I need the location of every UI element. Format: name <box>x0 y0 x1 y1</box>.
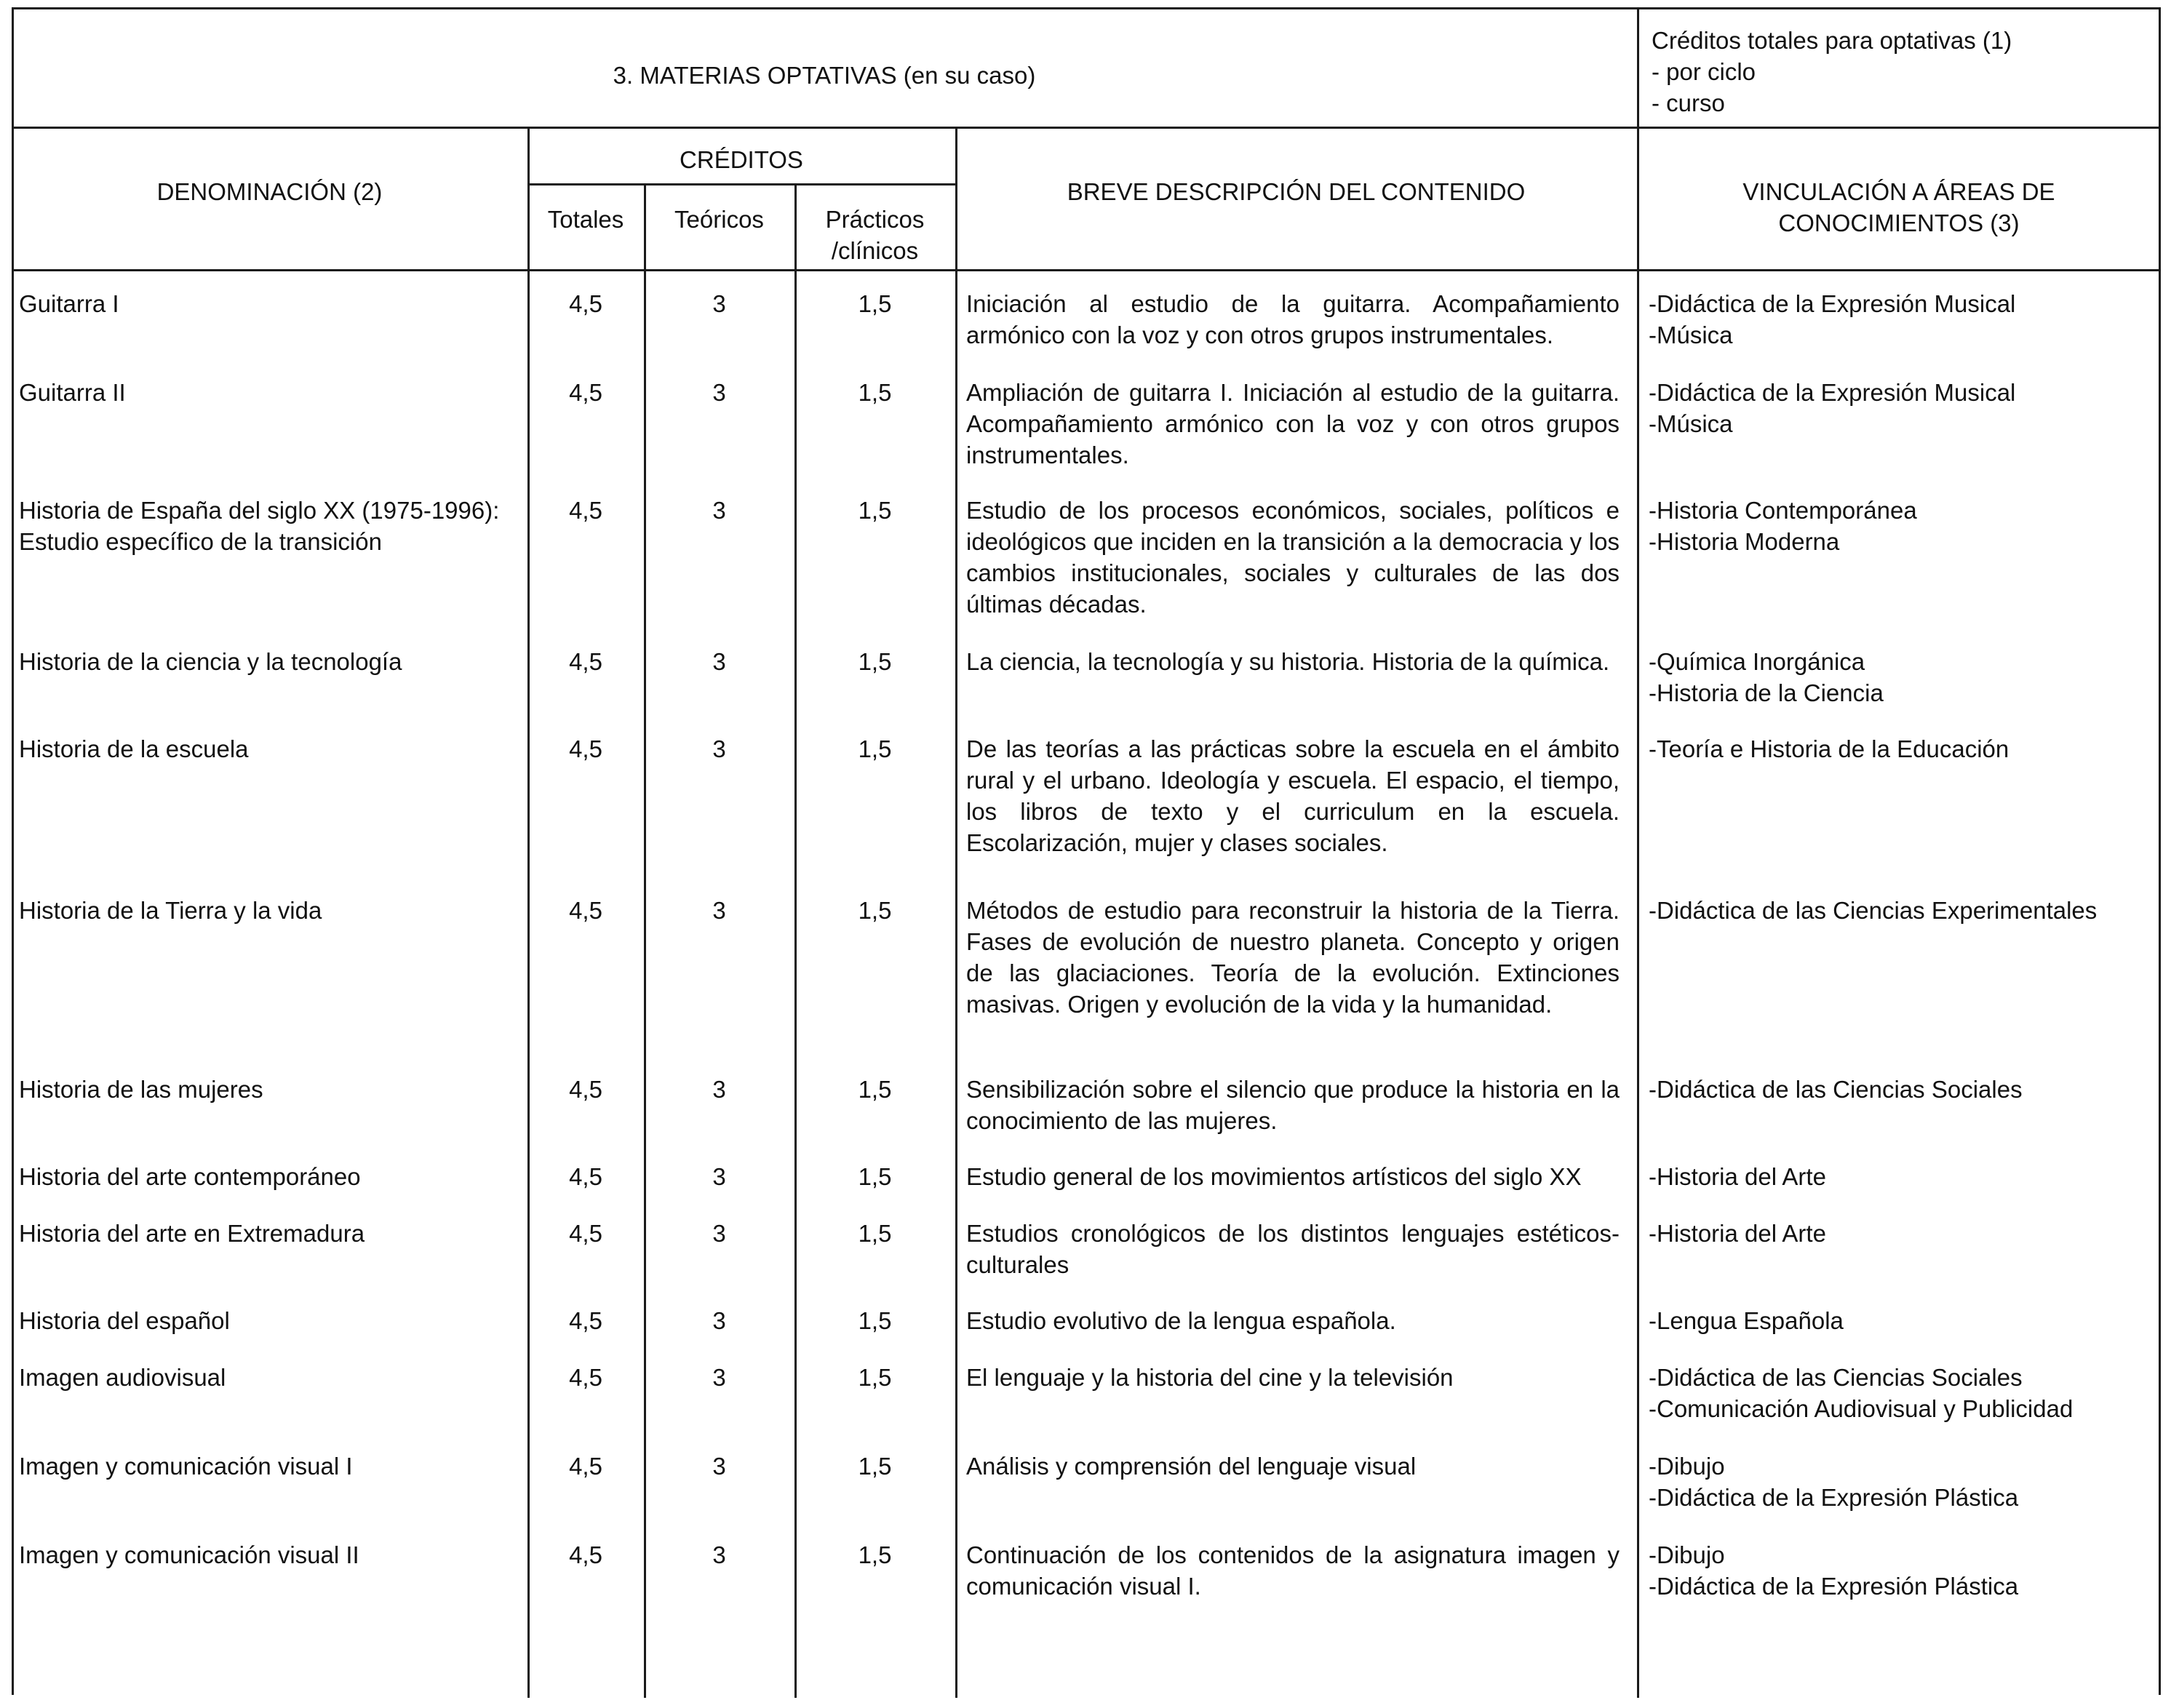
row-totales: 4,5 <box>569 497 602 524</box>
row-area: -Didáctica de las Ciencias Sociales <box>1649 1076 2023 1103</box>
row-descripcion: Sensibilización sobre el silencio que produce la historia en la conocimiento de las mujeres. <box>966 1076 1620 1134</box>
row-teoricos: 3 <box>712 497 726 524</box>
col-header-practicos-line-1: Prácticos <box>825 206 925 233</box>
row-area: -Historia del Arte <box>1649 1220 1826 1247</box>
row-practicos: 1,5 <box>858 1453 892 1480</box>
row-area: -Didáctica de la Expresión Plástica <box>1649 1573 2019 1600</box>
row-descripcion: Estudio evolutivo de la lengua española. <box>966 1307 1396 1334</box>
row-area: -Lengua Española <box>1649 1307 1844 1334</box>
section-title: 3. MATERIAS OPTATIVAS (en su caso) <box>613 62 1036 89</box>
row-descripcion: El lenguaje y la historia del cine y la televisión <box>966 1364 1454 1391</box>
row-practicos: 1,5 <box>858 497 892 524</box>
row-descripcion: Iniciación al estudio de la guitarra. Acompañamiento armónico con la voz y con otros grupos instrumentales. <box>966 290 1620 348</box>
row-totales: 4,5 <box>569 735 602 762</box>
row-teoricos: 3 <box>712 648 726 675</box>
row-teoricos: 3 <box>712 1076 726 1103</box>
row-name: Historia del arte en Extremadura <box>19 1220 365 1247</box>
row-totales: 4,5 <box>569 290 602 317</box>
column-rule-practicos <box>955 127 957 1698</box>
row-teoricos: 3 <box>712 1220 726 1247</box>
row-descripcion: Continuación de los contenidos de la asignatura imagen y comunicación visual I. <box>966 1541 1620 1600</box>
row-area: -Música <box>1649 322 1733 348</box>
row-area: -Dibujo <box>1649 1453 1725 1480</box>
row-descripcion: La ciencia, la tecnología y su historia. Historia de la química. <box>966 648 1610 675</box>
row-name: Historia de la ciencia y la tecnología <box>19 648 402 675</box>
row-area: -Didáctica de las Ciencias Sociales <box>1649 1364 2023 1391</box>
row-totales: 4,5 <box>569 897 602 924</box>
row-name: Historia de la Tierra y la vida <box>19 897 322 924</box>
row-practicos: 1,5 <box>858 897 892 924</box>
row-teoricos: 3 <box>712 1453 726 1480</box>
row-teoricos: 3 <box>712 290 726 317</box>
col-header-creditos: CRÉDITOS <box>680 146 803 173</box>
row-totales: 4,5 <box>569 1220 602 1247</box>
row-descripcion: Análisis y comprensión del lenguaje visual <box>966 1453 1417 1480</box>
row-area: -Química Inorgánica <box>1649 648 1865 675</box>
column-header-divider <box>12 269 2161 271</box>
row-totales: 4,5 <box>569 379 602 406</box>
row-practicos: 1,5 <box>858 379 892 406</box>
col-header-practicos-line-2: /clínicos <box>831 237 919 264</box>
row-area: -Teoría e Historia de la Educación <box>1649 735 2009 762</box>
row-teoricos: 3 <box>712 1307 726 1334</box>
credits-box-line-3: - curso <box>1652 89 1725 116</box>
row-name: Historia de España del siglo XX (1975-1996): Estudio específico de la transición <box>19 497 500 555</box>
row-practicos: 1,5 <box>858 1364 892 1391</box>
row-area: -Didáctica de la Expresión Musical <box>1649 379 2016 406</box>
row-descripcion: Ampliación de guitarra I. Iniciación al estudio de la guitarra. Acompañamiento armónico con la voz y con otros grupos instrumentales. <box>966 379 1620 468</box>
row-totales: 4,5 <box>569 1076 602 1103</box>
row-descripcion: Estudio de los procesos económicos, sociales, políticos e ideológicos que inciden en la transición a la democracia y los cambios institucionales, sociales y culturales de las dos últimas décadas. <box>966 497 1620 618</box>
row-area: -Comunicación Audiovisual y Publicidad <box>1649 1395 2074 1422</box>
row-practicos: 1,5 <box>858 1220 892 1247</box>
row-teoricos: 3 <box>712 735 726 762</box>
row-name: Historia del arte contemporáneo <box>19 1163 361 1190</box>
col-header-denominacion: DENOMINACIÓN (2) <box>156 178 383 205</box>
row-practicos: 1,5 <box>858 1307 892 1334</box>
row-descripcion: Estudios cronológicos de los distintos lenguajes estéticos-culturales <box>966 1220 1620 1278</box>
row-area: -Música <box>1649 410 1733 437</box>
row-practicos: 1,5 <box>858 290 892 317</box>
row-area: -Historia Contemporánea <box>1649 497 1917 524</box>
col-header-vinculacion-line-2: CONOCIMIENTOS (3) <box>1778 209 2020 236</box>
row-totales: 4,5 <box>569 1453 602 1480</box>
row-area: -Didáctica de las Ciencias Experimentales <box>1649 897 2098 924</box>
header-divider <box>12 127 2161 129</box>
row-descripcion: Métodos de estudio para reconstruir la historia de la Tierra. Fases de evolución de nuestro planeta. Concepto y origen de las glaciaciones. Teoría de la evolución. Extinciones masivas. Origen y evolución de la vida y la humanidad. <box>966 897 1620 1018</box>
row-name: Imagen y comunicación visual II <box>19 1541 359 1568</box>
col-header-totales: Totales <box>547 206 624 233</box>
creditos-divider <box>527 183 957 185</box>
row-area: -Didáctica de la Expresión Musical <box>1649 290 2016 317</box>
row-name: Imagen y comunicación visual I <box>19 1453 353 1480</box>
row-totales: 4,5 <box>569 1163 602 1190</box>
row-area: -Historia Moderna <box>1649 528 1840 555</box>
row-totales: 4,5 <box>569 1307 602 1334</box>
row-practicos: 1,5 <box>858 1163 892 1190</box>
row-teoricos: 3 <box>712 897 726 924</box>
row-name: Historia de la escuela <box>19 735 249 762</box>
credits-box-line-1: Créditos totales para optativas (1) <box>1652 27 2012 54</box>
row-practicos: 1,5 <box>858 1076 892 1103</box>
col-header-vinculacion-line-1: VINCULACIÓN A ÁREAS DE <box>1742 178 2055 205</box>
row-descripcion: De las teorías a las prácticas sobre la escuela en el ámbito rural y el urbano. Ideología y escuela. El espacio, el tiempo, los libros de texto y el curriculum en la escuela. Escolarización, mujer y clases sociales. <box>966 735 1620 856</box>
row-teoricos: 3 <box>712 1364 726 1391</box>
row-name: Historia del español <box>19 1307 230 1334</box>
row-teoricos: 3 <box>712 1541 726 1568</box>
row-totales: 4,5 <box>569 648 602 675</box>
row-name: Guitarra I <box>19 290 119 317</box>
row-descripcion: Estudio general de los movimientos artísticos del siglo XX <box>966 1163 1582 1190</box>
row-name: Imagen audiovisual <box>19 1364 226 1391</box>
col-header-descripcion: BREVE DESCRIPCIÓN DEL CONTENIDO <box>1067 178 1526 205</box>
row-teoricos: 3 <box>712 1163 726 1190</box>
row-totales: 4,5 <box>569 1541 602 1568</box>
row-teoricos: 3 <box>712 379 726 406</box>
row-practicos: 1,5 <box>858 1541 892 1568</box>
row-area: -Historia del Arte <box>1649 1163 1826 1190</box>
row-name: Historia de las mujeres <box>19 1076 263 1103</box>
row-area: -Didáctica de la Expresión Plástica <box>1649 1484 2019 1511</box>
row-practicos: 1,5 <box>858 735 892 762</box>
credits-box-line-2: - por ciclo <box>1652 58 1756 85</box>
row-area: -Dibujo <box>1649 1541 1725 1568</box>
row-practicos: 1,5 <box>858 648 892 675</box>
column-rule-descripcion <box>1637 7 1639 1698</box>
row-name: Guitarra II <box>19 379 126 406</box>
row-totales: 4,5 <box>569 1364 602 1391</box>
col-header-teoricos: Teóricos <box>674 206 764 233</box>
row-area: -Historia de la Ciencia <box>1649 679 1884 706</box>
